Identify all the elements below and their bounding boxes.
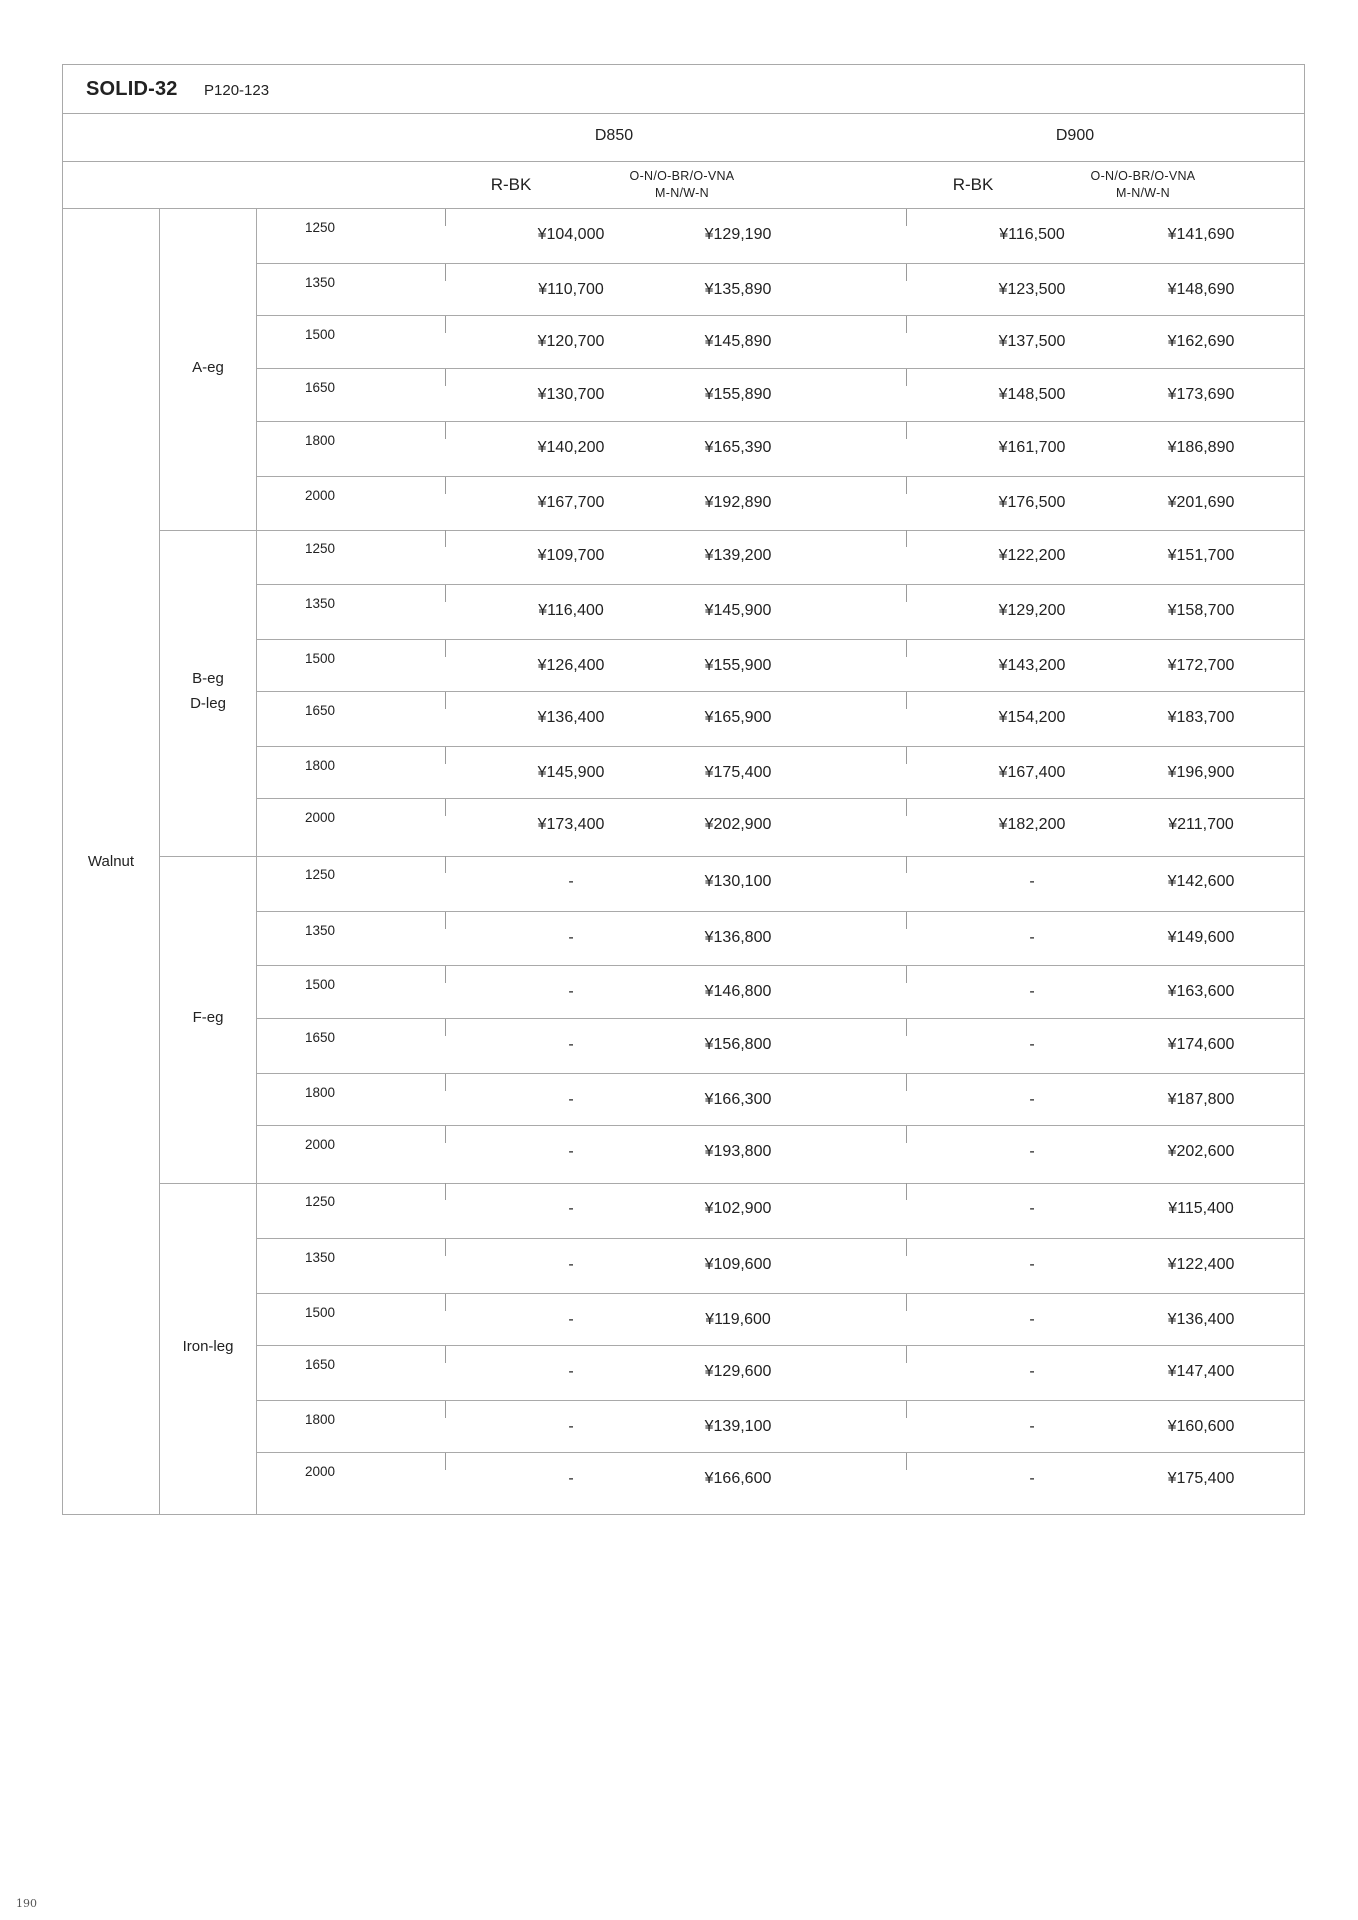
price-cell: ¥192,890 bbox=[704, 494, 772, 511]
price-cell: ¥139,100 bbox=[704, 1418, 772, 1435]
cell-tick-mark bbox=[906, 1183, 907, 1200]
width-size: 1250 bbox=[305, 1194, 336, 1209]
width-size: 1650 bbox=[305, 1030, 336, 1045]
cell-tick-mark bbox=[906, 1346, 907, 1363]
cell-tick-mark bbox=[445, 856, 446, 873]
price-cell: - bbox=[568, 1256, 574, 1273]
cell-tick-mark bbox=[906, 316, 907, 333]
width-size: 1800 bbox=[305, 1085, 336, 1100]
finish-header-combo-d850 bbox=[630, 168, 735, 202]
table-row bbox=[257, 640, 1304, 692]
price-cell: ¥162,690 bbox=[1167, 333, 1235, 350]
price-cell: ¥201,690 bbox=[1167, 494, 1235, 511]
cell-tick-mark bbox=[906, 640, 907, 657]
width-size: 1500 bbox=[305, 1305, 336, 1320]
price-cell: ¥109,700 bbox=[537, 547, 605, 564]
price-cell: - bbox=[568, 1200, 574, 1217]
price-cell: ¥166,600 bbox=[704, 1470, 772, 1487]
cell-tick-mark bbox=[906, 209, 907, 226]
table-row bbox=[257, 477, 1304, 529]
cell-tick-mark bbox=[445, 422, 446, 439]
table-row bbox=[257, 264, 1304, 316]
price-cell: - bbox=[568, 983, 574, 1000]
price-cell: ¥196,900 bbox=[1167, 764, 1235, 781]
cell-tick-mark bbox=[445, 640, 446, 657]
price-cell: ¥116,500 bbox=[999, 226, 1065, 243]
cell-tick-mark bbox=[445, 1183, 446, 1200]
price-cell: - bbox=[568, 1470, 574, 1487]
cell-tick-mark bbox=[445, 477, 446, 494]
table-row bbox=[257, 856, 1304, 912]
price-cell: ¥183,700 bbox=[1167, 709, 1235, 726]
finish-combo-line1: O-N/O-BR/O-VNA bbox=[1090, 169, 1196, 183]
table-title-bar bbox=[63, 65, 1304, 114]
width-size: 1800 bbox=[305, 433, 336, 448]
price-table bbox=[62, 64, 1305, 1515]
cell-tick-mark bbox=[906, 477, 907, 494]
price-cell: ¥137,500 bbox=[998, 333, 1066, 350]
cell-tick-mark bbox=[445, 1294, 446, 1311]
price-cell: ¥182,200 bbox=[998, 816, 1066, 833]
cell-tick-mark bbox=[445, 1239, 446, 1256]
price-cell: - bbox=[1029, 1363, 1035, 1380]
price-cell: ¥136,400 bbox=[537, 709, 605, 726]
cell-tick-mark bbox=[445, 1401, 446, 1418]
price-cell: ¥158,700 bbox=[1167, 602, 1235, 619]
price-cell: ¥187,800 bbox=[1167, 1091, 1235, 1108]
width-size: 1500 bbox=[305, 651, 336, 666]
price-cell: ¥173,400 bbox=[537, 816, 605, 833]
width-size: 1500 bbox=[305, 327, 336, 342]
table-row bbox=[257, 1183, 1304, 1239]
table-row bbox=[257, 966, 1304, 1019]
width-size: 1800 bbox=[305, 758, 336, 773]
price-cell: ¥136,400 bbox=[1167, 1311, 1235, 1328]
table-row bbox=[257, 1239, 1304, 1294]
cell-tick-mark bbox=[445, 264, 446, 281]
price-cell: - bbox=[568, 873, 574, 890]
price-cell: ¥156,800 bbox=[704, 1036, 772, 1053]
table-row bbox=[257, 1401, 1304, 1453]
width-size: 1250 bbox=[305, 867, 336, 882]
price-cell: ¥122,400 bbox=[1167, 1256, 1235, 1273]
cell-tick-mark bbox=[445, 530, 446, 547]
cell-tick-mark bbox=[445, 316, 446, 333]
price-cell: ¥193,800 bbox=[704, 1143, 772, 1160]
leg-type-name-secondary: D-leg bbox=[190, 695, 226, 712]
leg-group bbox=[257, 209, 1304, 530]
price-cell: ¥122,200 bbox=[998, 547, 1066, 564]
depth-header-d850: D850 bbox=[594, 127, 634, 144]
column-divider-material bbox=[159, 209, 160, 1514]
price-cell: ¥165,900 bbox=[704, 709, 772, 726]
cell-tick-mark bbox=[906, 799, 907, 816]
cell-tick-mark bbox=[445, 1453, 446, 1470]
cell-tick-mark bbox=[445, 585, 446, 602]
price-cell: ¥123,500 bbox=[998, 281, 1066, 298]
price-cell: ¥110,700 bbox=[538, 281, 604, 298]
price-cell: ¥161,700 bbox=[998, 439, 1066, 456]
width-size: 2000 bbox=[305, 488, 336, 503]
leg-type-name: B-eg bbox=[192, 670, 224, 687]
depth-header-row bbox=[63, 114, 1304, 162]
cell-tick-mark bbox=[906, 1294, 907, 1311]
price-cell: ¥102,900 bbox=[704, 1200, 772, 1217]
price-cell: - bbox=[568, 1363, 574, 1380]
price-cell: - bbox=[1029, 1311, 1035, 1328]
leg-group bbox=[257, 856, 1304, 1183]
cell-tick-mark bbox=[906, 692, 907, 709]
price-cell: - bbox=[1029, 1091, 1035, 1108]
cell-tick-mark bbox=[445, 966, 446, 983]
cell-tick-mark bbox=[445, 1346, 446, 1363]
finish-combo-line2: M-N/W-N bbox=[1116, 186, 1170, 200]
cell-tick-mark bbox=[906, 912, 907, 929]
price-cell: ¥167,700 bbox=[537, 494, 605, 511]
price-cell: ¥163,600 bbox=[1167, 983, 1235, 1000]
price-cell: ¥160,600 bbox=[1167, 1418, 1235, 1435]
cell-tick-mark bbox=[906, 264, 907, 281]
table-row bbox=[257, 1126, 1304, 1182]
price-cell: - bbox=[1029, 1470, 1035, 1487]
width-size: 1350 bbox=[305, 923, 336, 938]
price-cell: ¥175,400 bbox=[704, 764, 772, 781]
table-row bbox=[257, 912, 1304, 966]
material-label: Walnut bbox=[87, 853, 135, 870]
finish-combo-line2: M-N/W-N bbox=[655, 186, 709, 200]
price-cell: ¥166,300 bbox=[704, 1091, 772, 1108]
table-row bbox=[257, 530, 1304, 585]
table-body bbox=[63, 209, 1304, 1514]
price-cell: - bbox=[568, 929, 574, 946]
finish-combo-line1: O-N/O-BR/O-VNA bbox=[629, 169, 735, 183]
price-cell: ¥142,600 bbox=[1167, 873, 1235, 890]
price-cell: - bbox=[568, 1143, 574, 1160]
cell-tick-mark bbox=[906, 369, 907, 386]
price-cell: ¥135,890 bbox=[704, 281, 772, 298]
price-cell: ¥202,600 bbox=[1167, 1143, 1235, 1160]
depth-header-d900: D900 bbox=[1055, 127, 1095, 144]
cell-tick-mark bbox=[445, 912, 446, 929]
price-cell: ¥116,400 bbox=[538, 602, 604, 619]
price-cell: ¥104,000 bbox=[537, 226, 605, 243]
cell-tick-mark bbox=[906, 1074, 907, 1091]
width-size: 1650 bbox=[305, 703, 336, 718]
leg-type-label bbox=[160, 1334, 256, 1359]
price-cell: ¥167,400 bbox=[998, 764, 1066, 781]
table-row bbox=[257, 799, 1304, 855]
price-cell: - bbox=[1029, 1036, 1035, 1053]
leg-type-label bbox=[160, 355, 256, 380]
width-size: 1650 bbox=[305, 380, 336, 395]
price-cell: - bbox=[1029, 1200, 1035, 1217]
table-row bbox=[257, 1346, 1304, 1401]
price-cell: - bbox=[568, 1036, 574, 1053]
price-cell: ¥151,700 bbox=[1167, 547, 1235, 564]
cell-tick-mark bbox=[906, 747, 907, 764]
cell-tick-mark bbox=[445, 692, 446, 709]
width-size: 1350 bbox=[305, 596, 336, 611]
cell-tick-mark bbox=[906, 1401, 907, 1418]
price-cell: ¥186,890 bbox=[1167, 439, 1235, 456]
price-cell: ¥145,900 bbox=[704, 602, 772, 619]
price-cell: - bbox=[1029, 873, 1035, 890]
price-cell: ¥130,100 bbox=[704, 873, 772, 890]
leg-type-label bbox=[160, 666, 256, 716]
price-cell: - bbox=[568, 1418, 574, 1435]
price-cell: ¥176,500 bbox=[998, 494, 1066, 511]
leg-group bbox=[257, 530, 1304, 856]
table-row bbox=[257, 1019, 1304, 1074]
width-size: 1250 bbox=[305, 220, 336, 235]
catalog-page-reference: P120-123 bbox=[204, 82, 270, 99]
price-cell: ¥147,400 bbox=[1167, 1363, 1235, 1380]
leg-type-name: Iron-leg bbox=[182, 1338, 234, 1355]
width-size: 2000 bbox=[305, 1464, 336, 1479]
price-cell: ¥155,890 bbox=[704, 386, 772, 403]
table-row bbox=[257, 209, 1304, 264]
leg-type-label bbox=[160, 1005, 256, 1030]
price-cell: ¥129,200 bbox=[998, 602, 1066, 619]
price-cell: ¥154,200 bbox=[998, 709, 1066, 726]
width-size: 2000 bbox=[305, 1137, 336, 1152]
price-cell: ¥139,200 bbox=[704, 547, 772, 564]
price-cell: - bbox=[1029, 929, 1035, 946]
price-cell: ¥165,390 bbox=[704, 439, 772, 456]
price-cell: - bbox=[1029, 1418, 1035, 1435]
price-cell: ¥148,500 bbox=[998, 386, 1066, 403]
price-cell: - bbox=[568, 1091, 574, 1108]
table-row bbox=[257, 1294, 1304, 1346]
table-row bbox=[257, 747, 1304, 799]
price-cell: ¥148,690 bbox=[1167, 281, 1235, 298]
width-size: 2000 bbox=[305, 810, 336, 825]
cell-tick-mark bbox=[906, 585, 907, 602]
cell-tick-mark bbox=[906, 966, 907, 983]
table-row bbox=[257, 1074, 1304, 1126]
cell-tick-mark bbox=[445, 209, 446, 226]
page-number: 190 bbox=[16, 1897, 37, 1910]
model-name: SOLID-32 bbox=[86, 78, 178, 100]
width-size: 1350 bbox=[305, 275, 336, 290]
price-cell: ¥202,900 bbox=[704, 816, 772, 833]
price-cell: ¥172,700 bbox=[1167, 657, 1235, 674]
leg-type-name: A-eg bbox=[192, 359, 224, 376]
finish-header-rbk-d900: R-BK bbox=[952, 175, 994, 194]
cell-tick-mark bbox=[445, 747, 446, 764]
price-cell: ¥140,200 bbox=[537, 439, 605, 456]
cell-tick-mark bbox=[445, 799, 446, 816]
price-cell: ¥129,600 bbox=[704, 1363, 772, 1380]
table-row bbox=[257, 692, 1304, 747]
price-cell: ¥126,400 bbox=[537, 657, 605, 674]
width-size: 1350 bbox=[305, 1250, 336, 1265]
price-cell: ¥120,700 bbox=[537, 333, 605, 350]
price-cell: ¥175,400 bbox=[1167, 1470, 1235, 1487]
cell-tick-mark bbox=[906, 530, 907, 547]
price-cell: - bbox=[1029, 1256, 1035, 1273]
price-cell: ¥145,890 bbox=[704, 333, 772, 350]
cell-tick-mark bbox=[906, 856, 907, 873]
price-cell: ¥174,600 bbox=[1167, 1036, 1235, 1053]
leg-type-name: F-eg bbox=[192, 1009, 224, 1026]
price-cell: ¥115,400 bbox=[1168, 1200, 1234, 1217]
price-cell: - bbox=[568, 1311, 574, 1328]
price-cell: ¥145,900 bbox=[537, 764, 605, 781]
price-cell: ¥141,690 bbox=[1167, 226, 1235, 243]
price-cell: ¥129,190 bbox=[704, 226, 772, 243]
price-cell: ¥130,700 bbox=[537, 386, 605, 403]
cell-tick-mark bbox=[906, 1239, 907, 1256]
cell-tick-mark bbox=[445, 1074, 446, 1091]
leg-group bbox=[257, 1183, 1304, 1514]
price-cell: ¥149,600 bbox=[1167, 929, 1235, 946]
finish-header-row bbox=[63, 162, 1304, 209]
price-cell: ¥136,800 bbox=[704, 929, 772, 946]
cell-tick-mark bbox=[906, 422, 907, 439]
price-cell: ¥119,600 bbox=[705, 1311, 771, 1328]
table-row bbox=[257, 369, 1304, 422]
cell-tick-mark bbox=[906, 1019, 907, 1036]
price-cell: ¥173,690 bbox=[1167, 386, 1235, 403]
price-cell: - bbox=[1029, 1143, 1035, 1160]
width-size: 1650 bbox=[305, 1357, 336, 1372]
cell-tick-mark bbox=[445, 1019, 446, 1036]
price-cell: ¥109,600 bbox=[704, 1256, 772, 1273]
cell-tick-mark bbox=[906, 1126, 907, 1143]
cell-tick-mark bbox=[445, 1126, 446, 1143]
price-cell: ¥211,700 bbox=[1168, 816, 1234, 833]
price-cell: ¥143,200 bbox=[998, 657, 1066, 674]
width-size: 1500 bbox=[305, 977, 336, 992]
price-cell: - bbox=[1029, 983, 1035, 1000]
table-row bbox=[257, 585, 1304, 640]
price-cell: ¥155,900 bbox=[704, 657, 772, 674]
cell-tick-mark bbox=[906, 1453, 907, 1470]
table-row bbox=[257, 316, 1304, 369]
finish-header-combo-d900 bbox=[1091, 168, 1196, 202]
price-cell: ¥146,800 bbox=[704, 983, 772, 1000]
width-size: 1250 bbox=[305, 541, 336, 556]
table-row bbox=[257, 1453, 1304, 1513]
table-row bbox=[257, 422, 1304, 477]
width-size: 1800 bbox=[305, 1412, 336, 1427]
cell-tick-mark bbox=[445, 369, 446, 386]
finish-header-rbk-d850: R-BK bbox=[490, 175, 532, 194]
